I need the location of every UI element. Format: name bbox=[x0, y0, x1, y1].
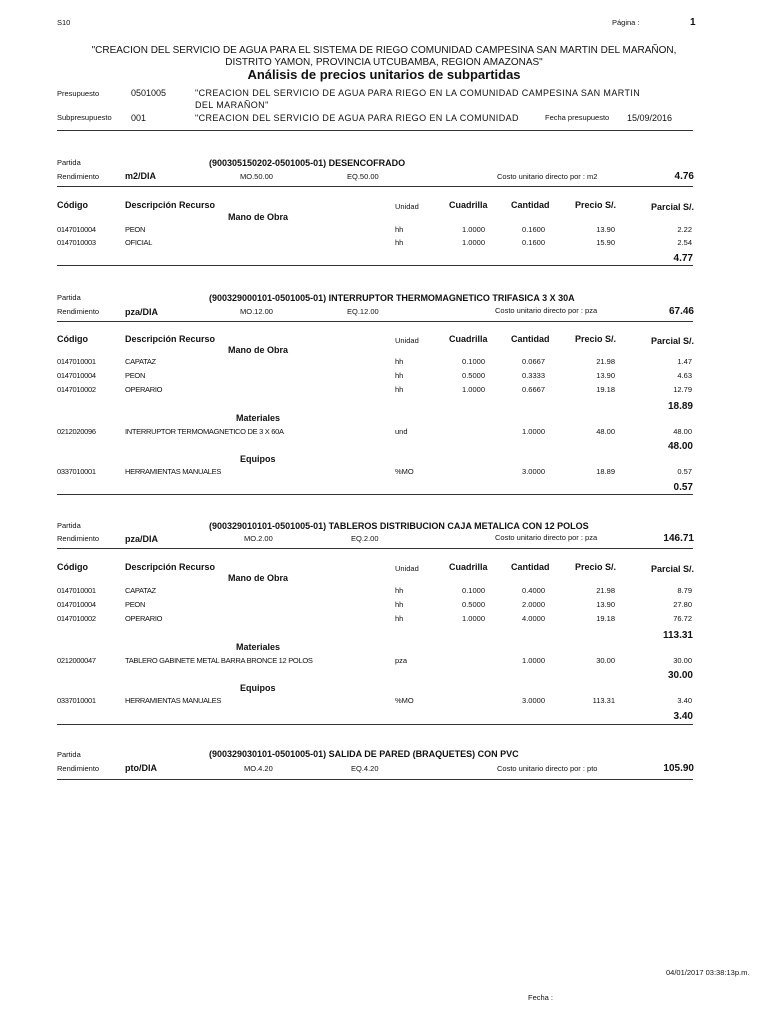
costo-unitario-label: Costo unitario directo por : pza bbox=[495, 533, 598, 542]
row-parcial: 2.54 bbox=[677, 238, 692, 247]
row-codigo: 0337010001 bbox=[57, 696, 96, 705]
col-parcial: Parcial S/. bbox=[651, 564, 695, 574]
col-codigo: Código bbox=[57, 200, 88, 210]
partida-label: Partida bbox=[57, 158, 81, 167]
row-precio: 13.90 bbox=[596, 225, 615, 234]
row-codigo: 0212000047 bbox=[57, 656, 96, 665]
eq-value: EQ.12.00 bbox=[347, 307, 379, 316]
row-unidad: hh bbox=[395, 238, 404, 247]
rendimiento-label: Rendimiento bbox=[57, 534, 100, 543]
row-precio: 13.90 bbox=[596, 371, 615, 380]
row-unidad: und bbox=[395, 427, 408, 436]
section-total: 48.00 bbox=[667, 441, 693, 452]
row-codigo: 0212020096 bbox=[57, 427, 96, 436]
row-codigo: 0147010004 bbox=[57, 225, 96, 234]
fecha-presupuesto-value: 15/09/2016 bbox=[627, 113, 673, 123]
page-title: Análisis de precios unitarios de subpartidas bbox=[247, 67, 521, 82]
eq-value: EQ.2.00 bbox=[351, 534, 379, 543]
rendimiento-label: Rendimiento bbox=[57, 764, 100, 773]
row-cantidad: 2.0000 bbox=[522, 600, 545, 609]
partida-divider bbox=[57, 494, 693, 495]
row-parcial: 48.00 bbox=[673, 427, 692, 436]
rendimiento-unit: m2/DIA bbox=[125, 171, 157, 181]
mo-value: MO.12.00 bbox=[240, 307, 273, 316]
row-descripcion: OPERARIO bbox=[125, 385, 163, 394]
row-cuadrilla: 0.5000 bbox=[462, 371, 485, 380]
row-codigo: 0147010003 bbox=[57, 238, 96, 247]
section-total: 0.57 bbox=[673, 482, 693, 493]
print-timestamp: 04/01/2017 03:38:13p.m. bbox=[666, 968, 750, 977]
partida-title: (900329000101-0501005-01) INTERRUPTOR THERMOMAGNETICO TRIFASICA 3 X 30A bbox=[209, 293, 575, 303]
presupuesto-description-line2: DEL MARAÑON" bbox=[195, 100, 269, 110]
col-codigo: Código bbox=[57, 562, 88, 572]
row-cantidad: 1.0000 bbox=[522, 656, 545, 665]
partida-divider bbox=[57, 548, 693, 549]
section-equipos: Equipos bbox=[240, 683, 276, 693]
row-descripcion: TABLERO GABINETE METAL BARRA BRONCE 12 POLOS bbox=[125, 656, 313, 665]
col-parcial: Parcial S/. bbox=[651, 202, 695, 212]
row-unidad: %MO bbox=[395, 467, 414, 476]
row-precio: 48.00 bbox=[596, 427, 615, 436]
row-descripcion: CAPATAZ bbox=[125, 357, 156, 366]
row-parcial: 76.72 bbox=[673, 614, 692, 623]
col-precio: Precio S/. bbox=[575, 200, 617, 210]
row-parcial: 2.22 bbox=[677, 225, 692, 234]
partida-divider bbox=[57, 724, 693, 725]
subpresupuesto-description: "CREACION DEL SERVICIO DE AGUA PARA RIEGO EN LA COMUNIDAD bbox=[195, 113, 519, 123]
partida-label: Partida bbox=[57, 293, 81, 302]
row-parcial: 27.80 bbox=[673, 600, 692, 609]
row-unidad: hh bbox=[395, 371, 404, 380]
col-cuadrilla: Cuadrilla bbox=[449, 334, 488, 344]
rendimiento-unit: pto/DIA bbox=[125, 763, 157, 773]
subpresupuesto-label: Subpresupuesto bbox=[57, 113, 112, 122]
row-cantidad: 0.1600 bbox=[522, 238, 545, 247]
col-codigo: Código bbox=[57, 334, 88, 344]
col-cantidad: Cantidad bbox=[511, 562, 550, 572]
section-total: 113.31 bbox=[662, 630, 693, 641]
eq-value: EQ.4.20 bbox=[351, 764, 379, 773]
row-cantidad: 4.0000 bbox=[522, 614, 545, 623]
row-cantidad: 0.3333 bbox=[522, 371, 545, 380]
section-total: 3.40 bbox=[673, 711, 693, 722]
section-materiales: Materiales bbox=[236, 413, 281, 423]
row-cuadrilla: 0.5000 bbox=[462, 600, 485, 609]
costo-unitario-value: 4.76 bbox=[674, 171, 694, 182]
col-parcial: Parcial S/. bbox=[651, 336, 695, 346]
mo-value: MO.50.00 bbox=[240, 172, 273, 181]
row-unidad: pza bbox=[395, 656, 408, 665]
presupuesto-code: 0501005 bbox=[131, 88, 167, 98]
row-parcial: 8.79 bbox=[677, 586, 692, 595]
col-descripcion: Descripción Recurso bbox=[125, 200, 216, 210]
row-precio: 21.98 bbox=[596, 586, 615, 595]
subpresupuesto-code: 001 bbox=[131, 113, 147, 123]
partida-divider bbox=[57, 186, 693, 187]
row-unidad: hh bbox=[395, 357, 404, 366]
col-cantidad: Cantidad bbox=[511, 334, 550, 344]
partida-title: (900305150202-0501005-01) DESENCOFRADO bbox=[209, 158, 406, 168]
row-codigo: 0147010002 bbox=[57, 614, 96, 623]
col-descripcion: Descripción Recurso bbox=[125, 562, 216, 572]
section-equipos: Equipos bbox=[240, 454, 276, 464]
col-precio: Precio S/. bbox=[575, 562, 617, 572]
row-descripcion: OFICIAL bbox=[125, 238, 153, 247]
section-mano-obra: Mano de Obra bbox=[228, 573, 289, 583]
header-divider bbox=[57, 130, 693, 131]
col-cantidad: Cantidad bbox=[511, 200, 550, 210]
row-descripcion: PEON bbox=[125, 600, 146, 609]
partida-divider bbox=[57, 779, 693, 780]
partida-label: Partida bbox=[57, 750, 81, 759]
page-label: Página : bbox=[612, 18, 640, 27]
row-descripcion: HERRAMIENTAS MANUALES bbox=[125, 467, 222, 476]
row-parcial: 12.79 bbox=[673, 385, 692, 394]
mo-value: MO.2.00 bbox=[244, 534, 273, 543]
costo-unitario-value: 146.71 bbox=[663, 533, 694, 544]
row-cantidad: 0.6667 bbox=[522, 385, 545, 394]
row-codigo: 0147010004 bbox=[57, 600, 96, 609]
col-unidad: Unidad bbox=[395, 202, 419, 211]
col-cuadrilla: Cuadrilla bbox=[449, 200, 488, 210]
costo-unitario-label: Costo unitario directo por : m2 bbox=[497, 172, 598, 181]
row-precio: 18.89 bbox=[596, 467, 615, 476]
costo-unitario-label: Costo unitario directo por : pza bbox=[495, 306, 598, 315]
row-cuadrilla: 1.0000 bbox=[462, 614, 485, 623]
row-precio: 19.18 bbox=[596, 385, 615, 394]
row-unidad: hh bbox=[395, 586, 404, 595]
row-precio: 15.90 bbox=[596, 238, 615, 247]
row-cuadrilla: 1.0000 bbox=[462, 225, 485, 234]
fecha-label: Fecha : bbox=[528, 993, 554, 1002]
system-code: S10 bbox=[57, 18, 71, 27]
section-materiales: Materiales bbox=[236, 642, 281, 652]
col-cuadrilla: Cuadrilla bbox=[449, 562, 488, 572]
row-unidad: hh bbox=[395, 385, 404, 394]
row-parcial: 4.63 bbox=[677, 371, 692, 380]
partida-divider bbox=[57, 321, 693, 322]
row-unidad: %MO bbox=[395, 696, 414, 705]
row-unidad: hh bbox=[395, 225, 404, 234]
fecha-presupuesto-label: Fecha presupuesto bbox=[545, 113, 610, 122]
row-precio: 113.31 bbox=[592, 696, 615, 705]
row-cantidad: 0.4000 bbox=[522, 586, 545, 595]
row-parcial: 3.40 bbox=[677, 696, 692, 705]
row-parcial: 1.47 bbox=[677, 357, 692, 366]
row-descripcion: CAPATAZ bbox=[125, 586, 156, 595]
row-parcial: 0.57 bbox=[677, 467, 692, 476]
row-cuadrilla: 1.0000 bbox=[462, 238, 485, 247]
section-mano-obra: Mano de Obra bbox=[228, 345, 289, 355]
row-precio: 19.18 bbox=[596, 614, 615, 623]
col-descripcion: Descripción Recurso bbox=[125, 334, 216, 344]
row-cantidad: 1.0000 bbox=[522, 427, 545, 436]
row-descripcion: PEON bbox=[125, 371, 146, 380]
col-precio: Precio S/. bbox=[575, 334, 617, 344]
section-mano-obra: Mano de Obra bbox=[228, 212, 289, 222]
project-title-line2: DISTRITO YAMON, PROVINCIA UTCUBAMBA, REGION AMAZONAS" bbox=[225, 57, 543, 68]
presupuesto-description-line1: "CREACION DEL SERVICIO DE AGUA PARA RIEGO EN LA COMUNIDAD CAMPESINA SAN MARTIN bbox=[195, 88, 641, 98]
row-codigo: 0147010004 bbox=[57, 371, 96, 380]
row-precio: 21.98 bbox=[596, 357, 615, 366]
section-total: 30.00 bbox=[667, 670, 693, 681]
row-cuadrilla: 0.1000 bbox=[462, 357, 485, 366]
row-cantidad: 3.0000 bbox=[522, 696, 545, 705]
rendimiento-label: Rendimiento bbox=[57, 307, 100, 316]
row-descripcion: HERRAMIENTAS MANUALES bbox=[125, 696, 222, 705]
row-cantidad: 3.0000 bbox=[522, 467, 545, 476]
row-descripcion: INTERRUPTOR TERMOMAGNETICO DE 3 X 60A bbox=[125, 427, 284, 436]
mo-value: MO.4.20 bbox=[244, 764, 273, 773]
row-descripcion: OPERARIO bbox=[125, 614, 163, 623]
row-descripcion: PEON bbox=[125, 225, 146, 234]
rendimiento-unit: pza/DIA bbox=[125, 307, 159, 317]
row-codigo: 0147010002 bbox=[57, 385, 96, 394]
row-unidad: hh bbox=[395, 600, 404, 609]
row-cantidad: 0.1600 bbox=[522, 225, 545, 234]
row-codigo: 0147010001 bbox=[57, 357, 96, 366]
row-parcial: 30.00 bbox=[673, 656, 692, 665]
row-precio: 13.90 bbox=[596, 600, 615, 609]
section-total: 4.77 bbox=[673, 253, 693, 264]
partida-label: Partida bbox=[57, 521, 81, 530]
partida-title: (900329010101-0501005-01) TABLEROS DISTRIBUCION CAJA METALICA CON 12 POLOS bbox=[209, 521, 589, 531]
partida-title: (900329030101-0501005-01) SALIDA DE PARED (BRAQUETES) CON PVC bbox=[209, 749, 519, 759]
costo-unitario-value: 67.46 bbox=[668, 306, 694, 317]
costo-unitario-label: Costo unitario directo por : pto bbox=[497, 764, 598, 773]
project-title-line1: "CREACION DEL SERVICIO DE AGUA PARA EL SISTEMA DE RIEGO COMUNIDAD CAMPESINA SAN MARTIN DEL MARAÑON, bbox=[91, 45, 677, 56]
rendimiento-label: Rendimiento bbox=[57, 172, 100, 181]
row-precio: 30.00 bbox=[596, 656, 615, 665]
col-unidad: Unidad bbox=[395, 564, 419, 573]
rendimiento-unit: pza/DIA bbox=[125, 534, 159, 544]
row-codigo: 0337010001 bbox=[57, 467, 96, 476]
row-unidad: hh bbox=[395, 614, 404, 623]
row-cuadrilla: 0.1000 bbox=[462, 586, 485, 595]
presupuesto-label: Presupuesto bbox=[57, 89, 100, 98]
section-total: 18.89 bbox=[667, 401, 693, 412]
eq-value: EQ.50.00 bbox=[347, 172, 379, 181]
partida-divider bbox=[57, 265, 693, 266]
row-cantidad: 0.0667 bbox=[522, 357, 545, 366]
costo-unitario-value: 105.90 bbox=[663, 763, 694, 774]
row-codigo: 0147010001 bbox=[57, 586, 96, 595]
col-unidad: Unidad bbox=[395, 336, 419, 345]
page-number: 1 bbox=[690, 17, 696, 28]
row-cuadrilla: 1.0000 bbox=[462, 385, 485, 394]
